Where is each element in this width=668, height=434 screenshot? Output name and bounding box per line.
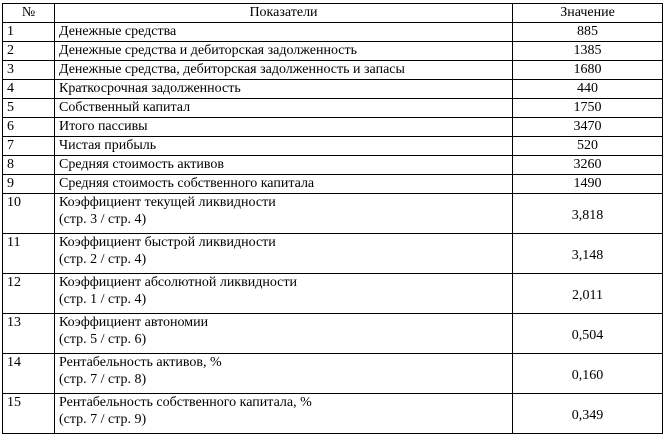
row-number: 15 <box>3 394 55 434</box>
row-indicator-label: Собственный капитал <box>59 100 191 115</box>
row-indicator <box>55 234 513 274</box>
row-indicator-label: Рентабельность активов, % <box>59 355 222 370</box>
row-value: 0,160 <box>513 354 663 394</box>
table-row <box>3 394 663 434</box>
row-number: 1 <box>3 23 55 42</box>
row-indicator <box>55 99 513 118</box>
row-indicator <box>55 274 513 314</box>
row-value: 1490 <box>513 175 663 194</box>
row-value: 3260 <box>513 156 663 175</box>
row-indicator <box>55 354 513 394</box>
row-number: 13 <box>3 314 55 354</box>
row-indicator-label: Средняя стоимость активов <box>59 157 224 172</box>
row-value: 3,148 <box>513 234 663 274</box>
row-formula: (стр. 3 / стр. 4) <box>59 212 147 227</box>
row-number: 11 <box>3 234 55 274</box>
row-value: 885 <box>513 23 663 42</box>
row-indicator-label: Итого пассивы <box>59 119 148 134</box>
row-formula: (стр. 1 / стр. 4) <box>59 292 147 307</box>
row-indicator-label: Краткосрочная задолженность <box>59 81 241 96</box>
row-indicator-label: Коэффициент абсолютной ликвидности <box>59 275 297 290</box>
row-indicator <box>55 42 513 61</box>
header-indicators: Показатели <box>55 4 513 23</box>
row-number: 12 <box>3 274 55 314</box>
row-indicator <box>55 175 513 194</box>
row-indicator <box>55 61 513 80</box>
row-number: 8 <box>3 156 55 175</box>
table-row <box>3 61 663 80</box>
header-value: Значение <box>513 4 663 23</box>
row-indicator <box>55 156 513 175</box>
row-indicator <box>55 194 513 234</box>
row-value: 440 <box>513 80 663 99</box>
row-indicator <box>55 118 513 137</box>
table-row <box>3 354 663 394</box>
row-indicator-label: Денежные средства и дебиторская задолженность <box>59 43 358 58</box>
table-row <box>3 23 663 42</box>
row-number: 2 <box>3 42 55 61</box>
row-formula: (стр. 7 / стр. 9) <box>59 412 147 427</box>
row-value: 3,818 <box>513 194 663 234</box>
row-value: 0,504 <box>513 314 663 354</box>
row-value: 3470 <box>513 118 663 137</box>
indicators-table-container <box>2 3 662 434</box>
table-header-row <box>3 4 663 23</box>
row-number: 5 <box>3 99 55 118</box>
row-value: 1750 <box>513 99 663 118</box>
table-row <box>3 314 663 354</box>
row-formula: (стр. 5 / стр. 6) <box>59 332 147 347</box>
table-row <box>3 274 663 314</box>
row-value: 2,011 <box>513 274 663 314</box>
table-row <box>3 118 663 137</box>
row-value: 1385 <box>513 42 663 61</box>
row-number: 9 <box>3 175 55 194</box>
row-indicator-label: Коэффициент автономии <box>59 315 209 330</box>
table-row <box>3 194 663 234</box>
row-indicator-label: Денежные средства <box>59 24 177 39</box>
row-number: 10 <box>3 194 55 234</box>
row-indicator-label: Коэффициент текущей ликвидности <box>59 195 276 210</box>
row-formula: (стр. 2 / стр. 4) <box>59 252 147 267</box>
row-formula: (стр. 7 / стр. 8) <box>59 372 147 387</box>
row-number: 3 <box>3 61 55 80</box>
row-indicator-label: Чистая прибыль <box>59 138 157 153</box>
row-indicator <box>55 23 513 42</box>
row-indicator-label: Коэффициент быстрой ликвидности <box>59 235 276 250</box>
indicators-table <box>2 3 663 434</box>
row-indicator-label: Денежные средства, дебиторская задолженность и запасы <box>59 62 405 77</box>
row-number: 7 <box>3 137 55 156</box>
table-row <box>3 234 663 274</box>
row-indicator <box>55 394 513 434</box>
table-row <box>3 137 663 156</box>
table-row <box>3 175 663 194</box>
row-number: 6 <box>3 118 55 137</box>
row-value: 1680 <box>513 61 663 80</box>
header-number: № <box>3 4 55 23</box>
table-row <box>3 156 663 175</box>
row-indicator <box>55 137 513 156</box>
row-indicator <box>55 80 513 99</box>
row-value: 0,349 <box>513 394 663 434</box>
table-row <box>3 42 663 61</box>
row-indicator-label: Рентабельность собственного капитала, % <box>59 395 312 410</box>
table-row <box>3 99 663 118</box>
row-indicator <box>55 314 513 354</box>
row-value: 520 <box>513 137 663 156</box>
row-number: 4 <box>3 80 55 99</box>
table-row <box>3 80 663 99</box>
row-number: 14 <box>3 354 55 394</box>
row-indicator-label: Средняя стоимость собственного капитала <box>59 176 315 191</box>
